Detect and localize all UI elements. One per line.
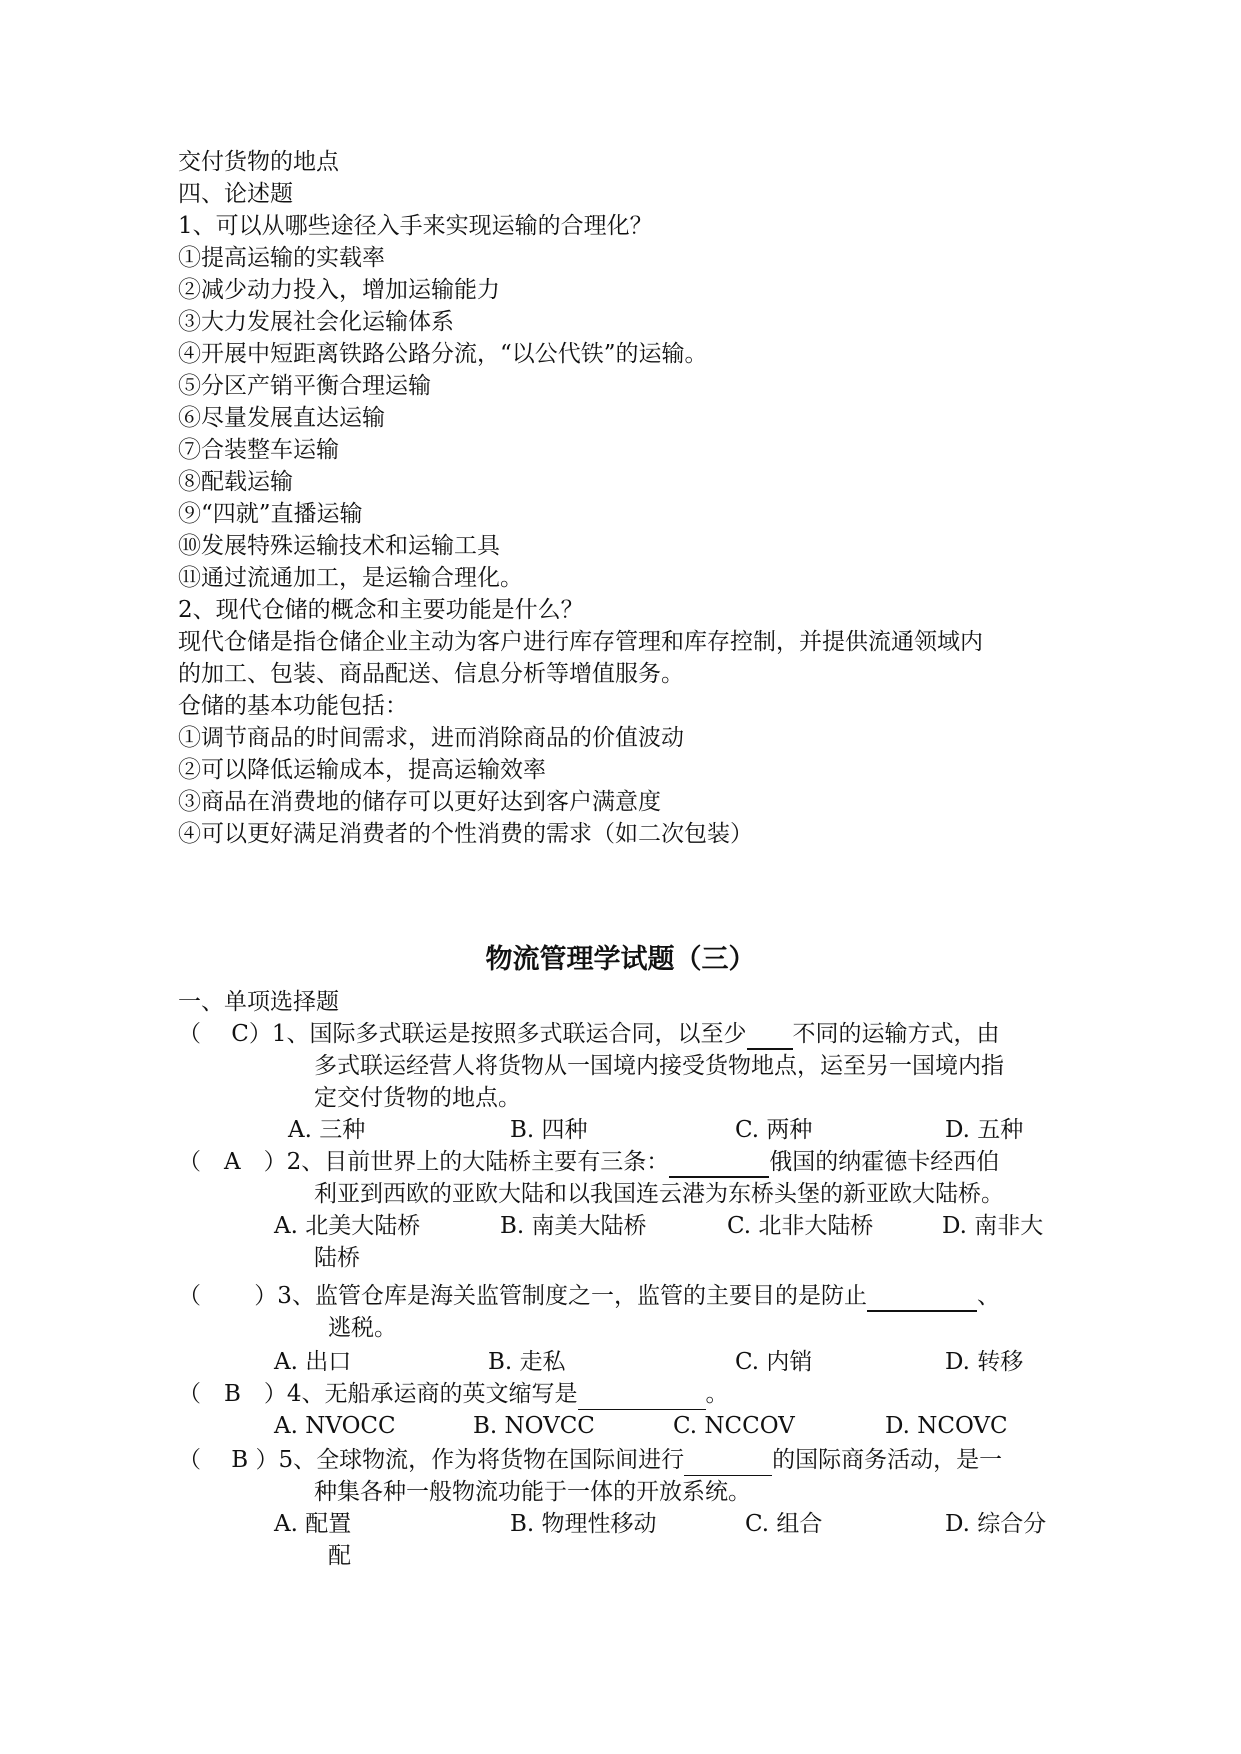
answer-blank <box>867 1284 977 1312</box>
list-item: ②可以降低运输成本，提高运输效率 <box>178 757 546 783</box>
answer-blank <box>747 1022 793 1050</box>
option-c: C. 北非大陆桥 <box>727 1213 874 1239</box>
option-c: C. 内销 <box>735 1349 813 1375</box>
option-b: B. NOVCC <box>473 1413 595 1439</box>
list-item: ④开展中短距离铁路公路分流，“以公代铁”的运输。 <box>178 341 708 367</box>
list-item: ④可以更好满足消费者的个性消费的需求（如二次包装） <box>178 821 753 847</box>
question-prefix: （ B ）4、无船承运商的英文缩写是 <box>178 1381 578 1407</box>
list-item: ⑤分区产销平衡合理运输 <box>178 373 431 399</box>
question-2 <box>178 1146 999 1178</box>
option-a: A. 配置 <box>274 1511 352 1537</box>
answer-blank <box>669 1150 769 1178</box>
list-item: ⑧配载运输 <box>178 469 293 495</box>
question-continuation: 逃税。 <box>328 1315 397 1341</box>
question-prefix: （ C）1、国际多式联运是按照多式联运合同，以至少 <box>178 1021 747 1047</box>
question-prefix: （ B ）5、全球物流，作为将货物在国际间进行 <box>178 1447 685 1473</box>
option-a: A. 出口 <box>274 1349 352 1375</box>
option-d: D. 五种 <box>945 1117 1024 1143</box>
list-item: ①提高运输的实载率 <box>178 245 385 271</box>
option-b: B. 物理性移动 <box>510 1511 657 1537</box>
option-d: D. 南非大 <box>942 1213 1044 1239</box>
option-b: B. 走私 <box>488 1349 566 1375</box>
list-item: ③大力发展社会化运输体系 <box>178 309 454 335</box>
answer-blank <box>684 1449 772 1476</box>
question-1 <box>178 1018 1000 1050</box>
question-text: 2、现代仓储的概念和主要功能是什么？ <box>178 597 584 623</box>
option-d: D. NCOVC <box>885 1413 1008 1439</box>
option-d: D. 转移 <box>945 1349 1024 1375</box>
option-a: A. 三种 <box>288 1117 366 1143</box>
question-3 <box>178 1280 1000 1312</box>
question-continuation: 种集各种一般物流功能于一体的开放系统。 <box>314 1479 751 1505</box>
list-item: ⑪通过流通加工，是运输合理化。 <box>178 565 523 591</box>
question-suffix: 。 <box>705 1381 729 1407</box>
option-b: B. 四种 <box>510 1117 588 1143</box>
text-line: 仓储的基本功能包括： <box>178 693 408 719</box>
list-item: ①调节商品的时间需求，进而消除商品的价值波动 <box>178 725 684 751</box>
question-continuation: 定交付货物的地点。 <box>314 1085 521 1111</box>
list-item: ③商品在消费地的储存可以更好达到客户满意度 <box>178 789 661 815</box>
option-c: C. 组合 <box>745 1511 823 1537</box>
question-continuation: 利亚到西欧的亚欧大陆和以我国连云港为东桥头堡的新亚欧大陆桥。 <box>314 1181 1004 1207</box>
question-continuation: 多式联运经营人将货物从一国境内接受货物地点，运至另一国境内指 <box>314 1053 1004 1079</box>
option-b: B. 南美大陆桥 <box>500 1213 647 1239</box>
text-line: 交付货物的地点 <box>178 149 339 175</box>
question-suffix: 俄国的纳霍德卡经西伯 <box>769 1149 1000 1175</box>
list-item: ②减少动力投入，增加运输能力 <box>178 277 500 303</box>
question-suffix: 、 <box>976 1283 1000 1309</box>
option-d: D. 综合分 <box>945 1511 1047 1537</box>
list-item: ⑥尽量发展直达运输 <box>178 405 385 431</box>
question-suffix: 的国际商务活动，是一 <box>772 1447 1003 1473</box>
option-a: A. NVOCC <box>274 1413 396 1439</box>
question-text: 1、可以从哪些途径入手来实现运输的合理化？ <box>178 213 653 239</box>
list-item: ⑦合装整车运输 <box>178 437 339 463</box>
answer-blank <box>578 1383 706 1410</box>
question-5 <box>178 1444 1002 1476</box>
paragraph-line: 现代仓储是指仓储企业主动为客户进行库存管理和库存控制，并提供流通领域内 <box>178 629 983 655</box>
list-item: ⑨“四就”直播运输 <box>178 501 363 527</box>
question-4 <box>178 1378 729 1410</box>
option-a: A. 北美大陆桥 <box>274 1213 421 1239</box>
list-item: ⑩发展特殊运输技术和运输工具 <box>178 533 500 559</box>
option-wrap: 陆桥 <box>314 1245 360 1271</box>
section-heading: 四、论述题 <box>178 181 293 207</box>
option-c: C. NCCOV <box>673 1413 795 1439</box>
option-wrap: 配 <box>328 1543 351 1569</box>
question-prefix: （ ）3、监管仓库是海关监管制度之一，监管的主要目的是防止 <box>178 1283 867 1309</box>
question-suffix: 不同的运输方式，由 <box>792 1021 1000 1047</box>
section-heading: 一、单项选择题 <box>178 989 339 1015</box>
paragraph-line: 的加工、包装、商品配送、信息分析等增值服务。 <box>178 661 684 687</box>
option-c: C. 两种 <box>735 1117 813 1143</box>
exam-title: 物流管理学试题（三） <box>485 944 756 975</box>
question-prefix: （ A ）2、目前世界上的大陆桥主要有三条： <box>178 1149 670 1175</box>
